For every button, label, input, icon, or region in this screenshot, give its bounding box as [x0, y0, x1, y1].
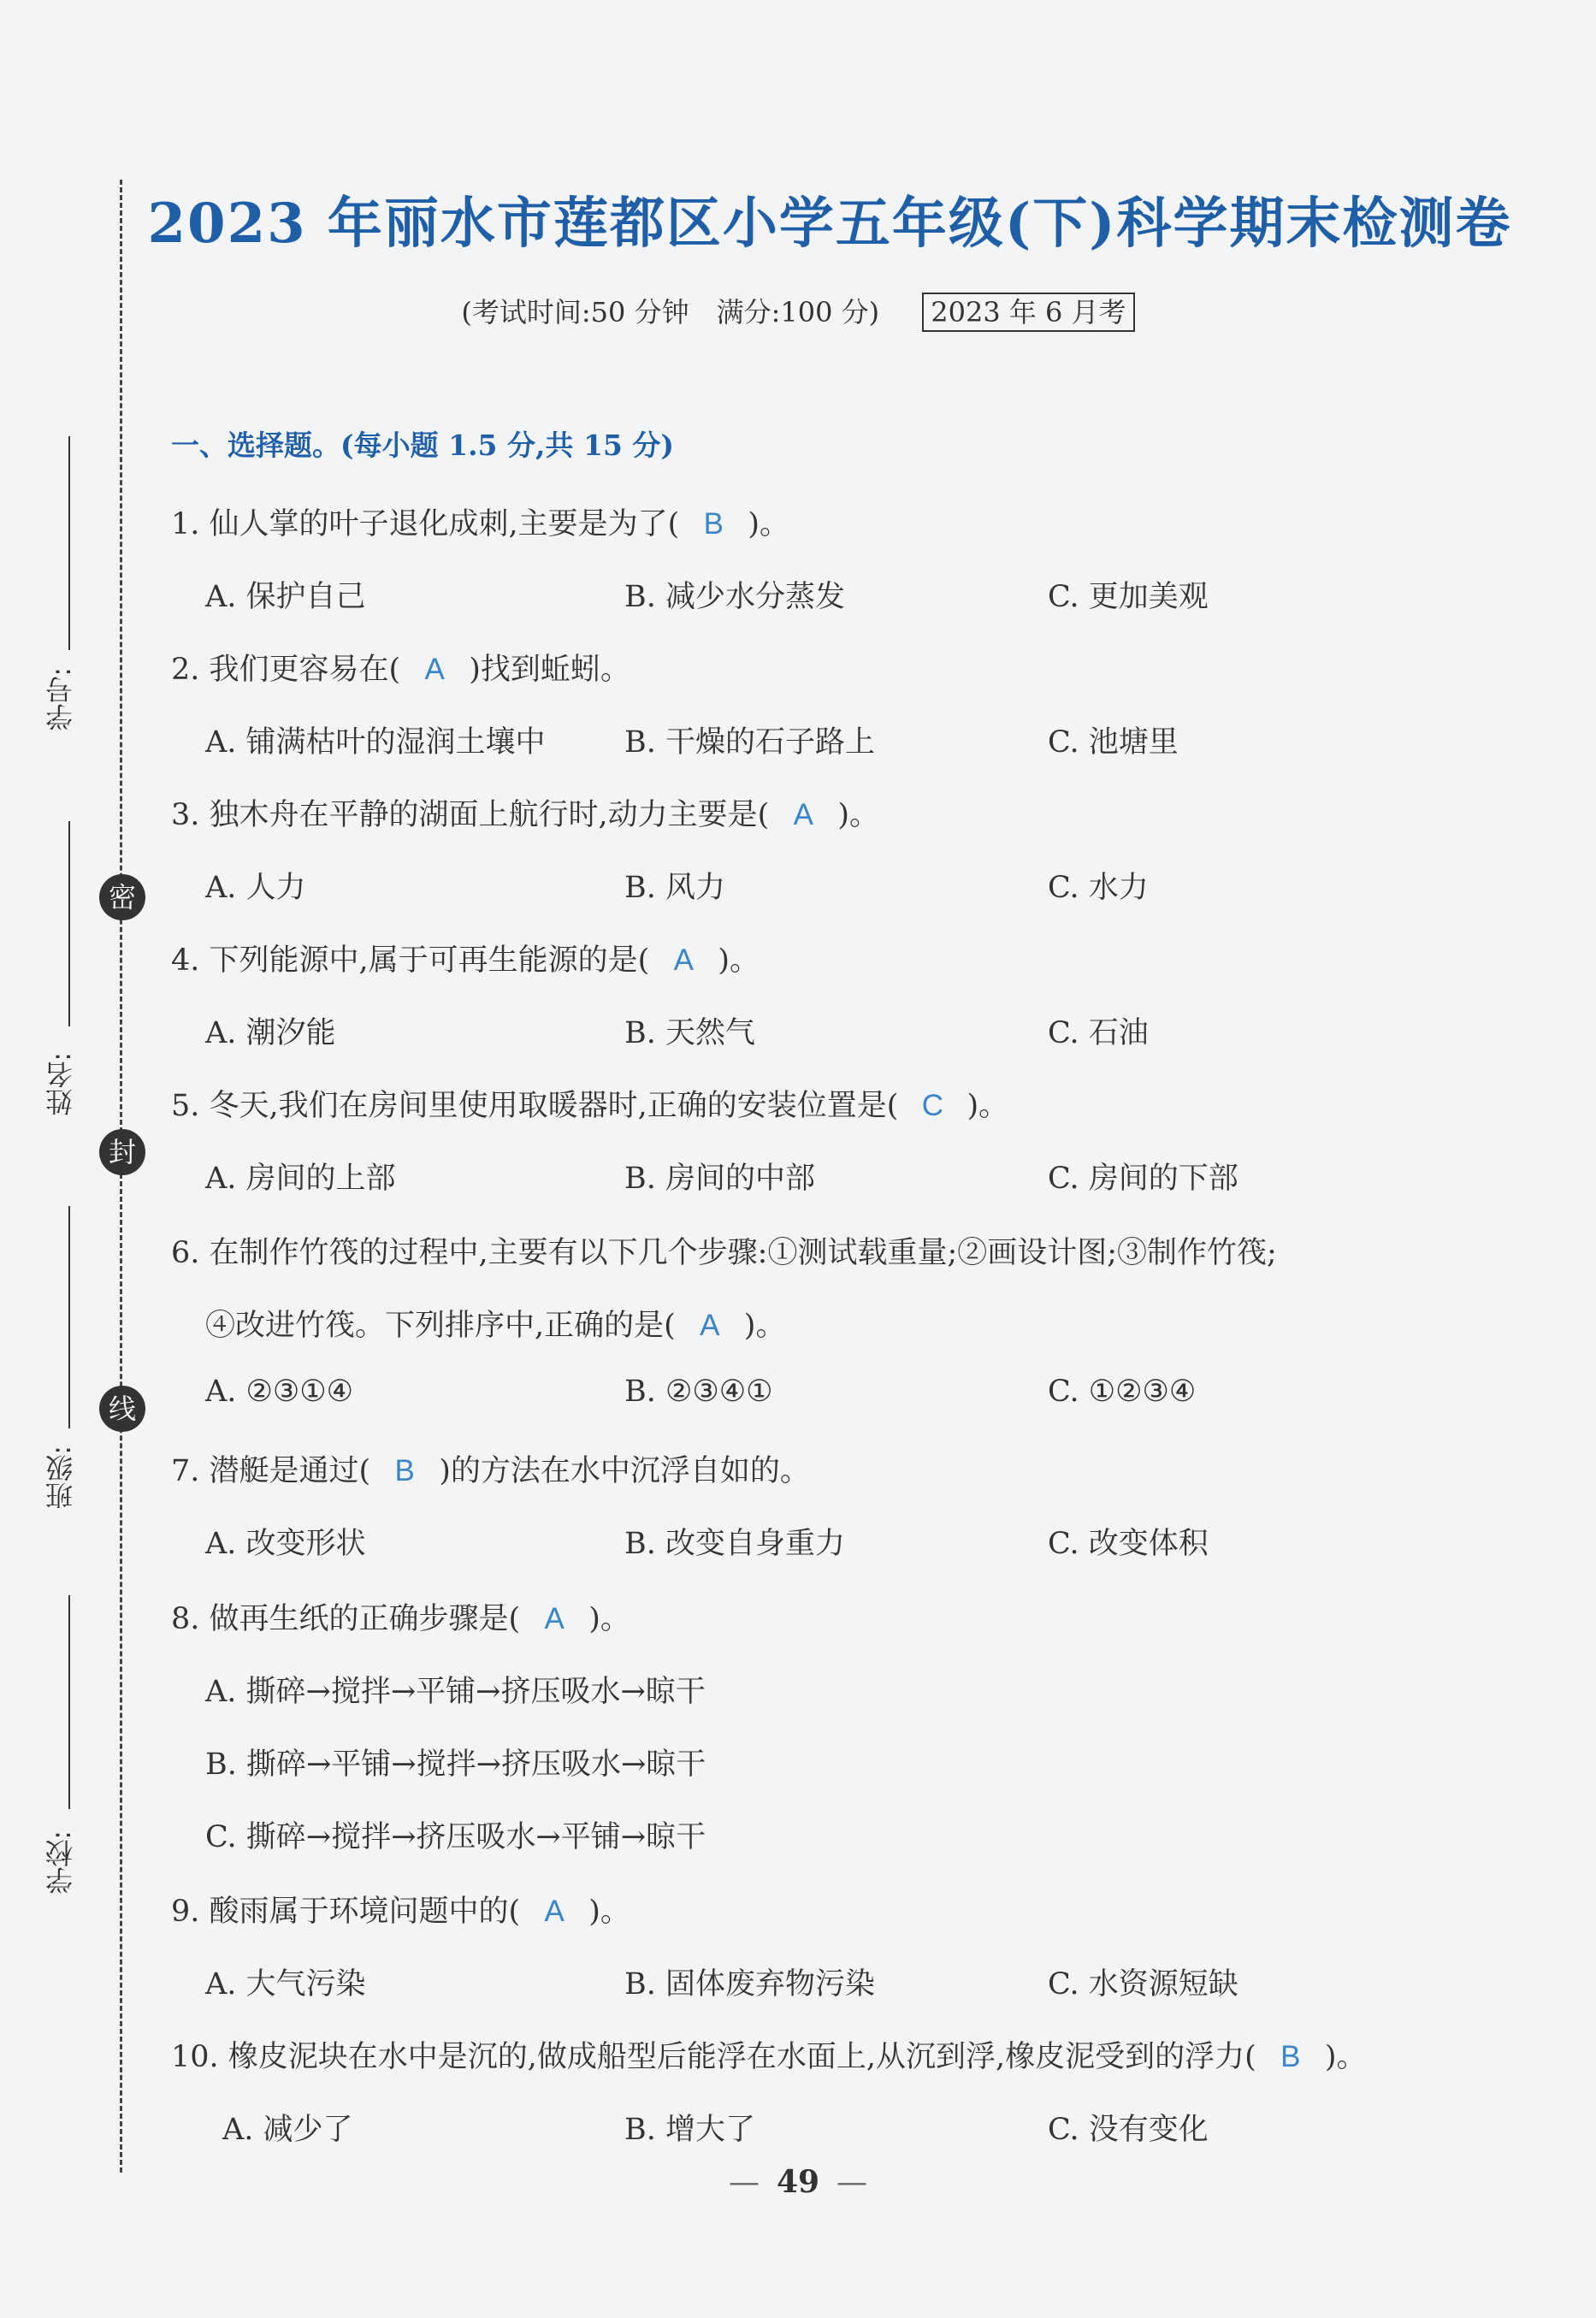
question-6: [171, 1229, 1277, 1272]
question-text-end: )。: [966, 1089, 1009, 1123]
question-text-end: )。: [1324, 2040, 1367, 2074]
question-text: 2. 我们更容易在(: [171, 653, 401, 687]
answer: A: [544, 1895, 565, 1928]
option-b: B. 房间的中部: [624, 1162, 815, 1196]
option-c: C. ①②③④: [1048, 1375, 1197, 1409]
question-text-end: )找到蚯蚓。: [469, 653, 630, 687]
option-b: B. 减少水分蒸发: [624, 580, 845, 614]
page-footer: [0, 2164, 1596, 2200]
footer-dash-right: —: [836, 2165, 868, 2200]
name-label: 姓名:: [44, 1052, 77, 1116]
question-10: [171, 2033, 1366, 2076]
question-6-line-2: [205, 1302, 785, 1345]
question-text: 7. 潜艇是通过(: [171, 1454, 371, 1488]
question-text: 9. 酸雨属于环境问题中的(: [171, 1895, 521, 1929]
school-label: 学校:: [44, 1830, 77, 1895]
option-b: B. 固体废弃物污染: [624, 1967, 875, 2002]
question-text: 3. 独木舟在平静的湖面上航行时,动力主要是(: [171, 798, 770, 832]
option-a: A. 撕碎→搅拌→平铺→挤压吸水→晾干: [205, 1675, 706, 1709]
question-text: 6. 在制作竹筏的过程中,主要有以下几个步骤:①测试载重量;②画设计图;③制作竹筏;: [171, 1236, 1277, 1270]
seal-mi: 密: [99, 874, 145, 920]
option-a: A. 房间的上部: [205, 1162, 396, 1196]
question-text: 8. 做再生纸的正确步骤是(: [171, 1602, 521, 1636]
option-c: C. 石油: [1048, 1016, 1149, 1050]
answer: A: [673, 943, 694, 977]
exam-info-line: [0, 291, 1596, 330]
question-2: [171, 646, 630, 689]
option-a: A. 人力: [205, 871, 306, 905]
question-text-end: )的方法在水中沉浮自如的。: [439, 1454, 810, 1488]
class-label: 班级:: [44, 1446, 77, 1510]
seal-feng: 封: [99, 1129, 145, 1175]
page-title: 2023 年丽水市莲都区小学五年级(下)科学期末检测卷: [147, 192, 1512, 256]
question-text: 10. 橡皮泥块在水中是沉的,做成船型后能浮在水面上,从沉到浮,橡皮泥受到的浮力(: [171, 2040, 1256, 2074]
class-line: [68, 1206, 70, 1428]
binding-dashed-line: [120, 180, 122, 2173]
question-text-end: )。: [588, 1602, 630, 1636]
question-text-end: )。: [588, 1895, 630, 1929]
option-c: C. 更加美观: [1048, 580, 1209, 614]
option-b: B. 改变自身重力: [624, 1527, 845, 1561]
option-a: A. 潮汐能: [205, 1016, 336, 1050]
option-b: B. 风力: [624, 871, 725, 905]
question-text-end: )。: [837, 798, 879, 832]
option-c: C. 池塘里: [1048, 725, 1179, 760]
question-9: [171, 1888, 630, 1931]
question-4: [171, 937, 760, 979]
seal-xian: 线: [99, 1386, 145, 1432]
answer: B: [1280, 2040, 1301, 2073]
school-line: [68, 1595, 70, 1809]
option-b: B. ②③④①: [624, 1375, 773, 1409]
question-1: [171, 500, 789, 543]
question-5: [171, 1082, 1008, 1125]
option-b: B. 增大了: [624, 2113, 755, 2147]
option-b: B. 干燥的石子路上: [624, 725, 875, 760]
option-c: C. 没有变化: [1048, 2113, 1209, 2147]
section-heading: 一、选择题。(每小题 1.5 分,共 15 分): [171, 429, 675, 462]
question-text: 4. 下列能源中,属于可再生能源的是(: [171, 943, 650, 978]
answer: C: [921, 1089, 944, 1122]
option-b: B. 撕碎→平铺→搅拌→挤压吸水→晾干: [205, 1747, 706, 1782]
question-8: [171, 1595, 630, 1638]
answer: A: [793, 798, 813, 831]
question-text: 1. 仙人掌的叶子退化成刺,主要是为了(: [171, 507, 680, 541]
question-text: ④改进竹筏。下列排序中,正确的是(: [205, 1309, 676, 1343]
answer: B: [703, 507, 724, 541]
student-id-label: 学号:: [44, 667, 77, 731]
option-a: A. 大气污染: [205, 1967, 366, 2002]
name-line: [68, 821, 70, 1026]
answer: A: [424, 653, 445, 686]
option-a: A. 铺满枯叶的湿润土壤中: [205, 725, 546, 760]
option-c: C. 水资源短缺: [1048, 1967, 1238, 2002]
option-c: C. 撕碎→搅拌→挤压吸水→平铺→晾干: [205, 1820, 706, 1854]
answer: A: [700, 1309, 720, 1342]
page-number: 49: [776, 2164, 820, 2200]
option-c: C. 改变体积: [1048, 1527, 1209, 1561]
answer: B: [394, 1454, 415, 1487]
option-a: A. 减少了: [222, 2113, 353, 2147]
exam-info: (考试时间:50 分钟 满分:100 分): [461, 296, 880, 328]
question-text-end: )。: [748, 507, 789, 541]
question-text: 5. 冬天,我们在房间里使用取暖器时,正确的安装位置是(: [171, 1089, 899, 1123]
student-id-line: [68, 436, 70, 650]
question-text-end: )。: [743, 1309, 786, 1343]
exam-date-box: 2023 年 6 月考: [922, 293, 1134, 332]
option-c: C. 房间的下部: [1048, 1162, 1238, 1196]
option-b: B. 天然气: [624, 1016, 755, 1050]
question-7: [171, 1447, 810, 1490]
option-c: C. 水力: [1048, 871, 1149, 905]
option-a: A. 保护自己: [205, 580, 366, 614]
question-3: [171, 791, 879, 834]
question-text-end: )。: [718, 943, 760, 978]
footer-dash-left: —: [728, 2165, 760, 2200]
answer: A: [544, 1602, 565, 1635]
option-a: A. 改变形状: [205, 1527, 366, 1561]
option-a: A. ②③①④: [205, 1375, 354, 1409]
